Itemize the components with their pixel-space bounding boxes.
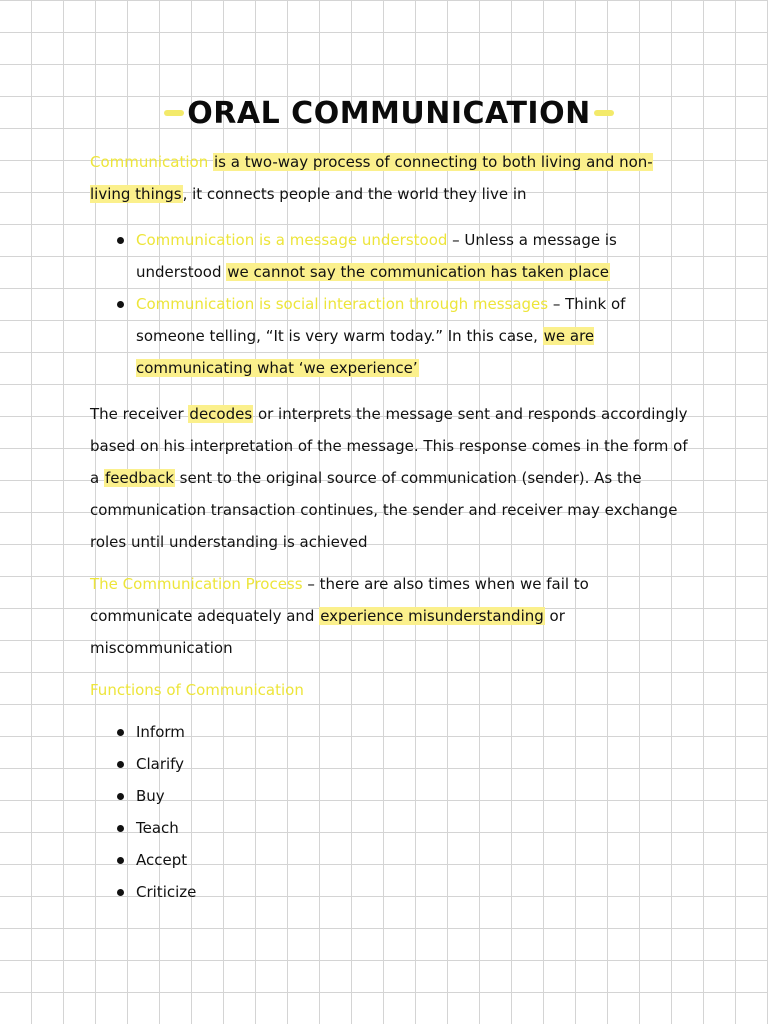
intro-term: Communication bbox=[90, 153, 209, 171]
process-text: or miscommunication bbox=[90, 607, 565, 657]
decodes-highlight: decodes bbox=[189, 405, 253, 423]
bullet-text: – Think of someone telling, “It is very warm today.” In this case, bbox=[136, 295, 626, 345]
receiver-text: The receiver bbox=[90, 405, 189, 423]
bullet-text: – Unless a message is understood bbox=[136, 231, 617, 281]
bullet-highlight: we cannot say the communication has taken place bbox=[227, 263, 609, 281]
title-dash-left bbox=[164, 110, 184, 116]
definition-list bbox=[90, 224, 690, 384]
bullet-highlight: we are communicating what ‘we experience’ bbox=[136, 327, 595, 377]
list-item: Teach bbox=[90, 812, 690, 844]
title-dash-right bbox=[594, 110, 614, 116]
list-item: Inform bbox=[90, 716, 690, 748]
misunderstanding-highlight: experience misunderstanding bbox=[320, 607, 544, 625]
list-item bbox=[90, 288, 690, 384]
bullet-term: Communication is a message understood bbox=[136, 231, 448, 249]
intro-rest: , it connects people and the world they live in bbox=[182, 185, 527, 203]
page-title: ORAL COMMUNICATION bbox=[187, 95, 591, 131]
intro-paragraph bbox=[90, 146, 690, 210]
process-text: – there are also times when we fail to communicate adequately and bbox=[90, 575, 589, 625]
bullet-term: Communication is social interaction through messages bbox=[136, 295, 549, 313]
functions-heading: Functions of Communication bbox=[90, 681, 304, 699]
process-paragraph bbox=[90, 568, 690, 664]
title-row bbox=[88, 88, 690, 138]
list-item: Clarify bbox=[90, 748, 690, 780]
process-term: The Communication Process bbox=[90, 575, 303, 593]
intro-highlight: is a two-way process of connecting to both living and non-living things bbox=[90, 153, 653, 203]
receiver-text: sent to the original source of communication (sender). As the communication transaction continues, the sender and receiver may exchange roles until understanding is achieved bbox=[90, 469, 678, 551]
list-item: Buy bbox=[90, 780, 690, 812]
note-page bbox=[90, 88, 690, 908]
receiver-paragraph bbox=[90, 398, 690, 558]
list-item bbox=[90, 224, 690, 288]
feedback-highlight: feedback bbox=[104, 469, 174, 487]
list-item: Criticize bbox=[90, 876, 690, 908]
receiver-text: or interprets the message sent and responds accordingly based on his interpretation of the message. This response comes in the form of a bbox=[90, 405, 688, 487]
list-item: Accept bbox=[90, 844, 690, 876]
functions-list bbox=[90, 716, 690, 908]
